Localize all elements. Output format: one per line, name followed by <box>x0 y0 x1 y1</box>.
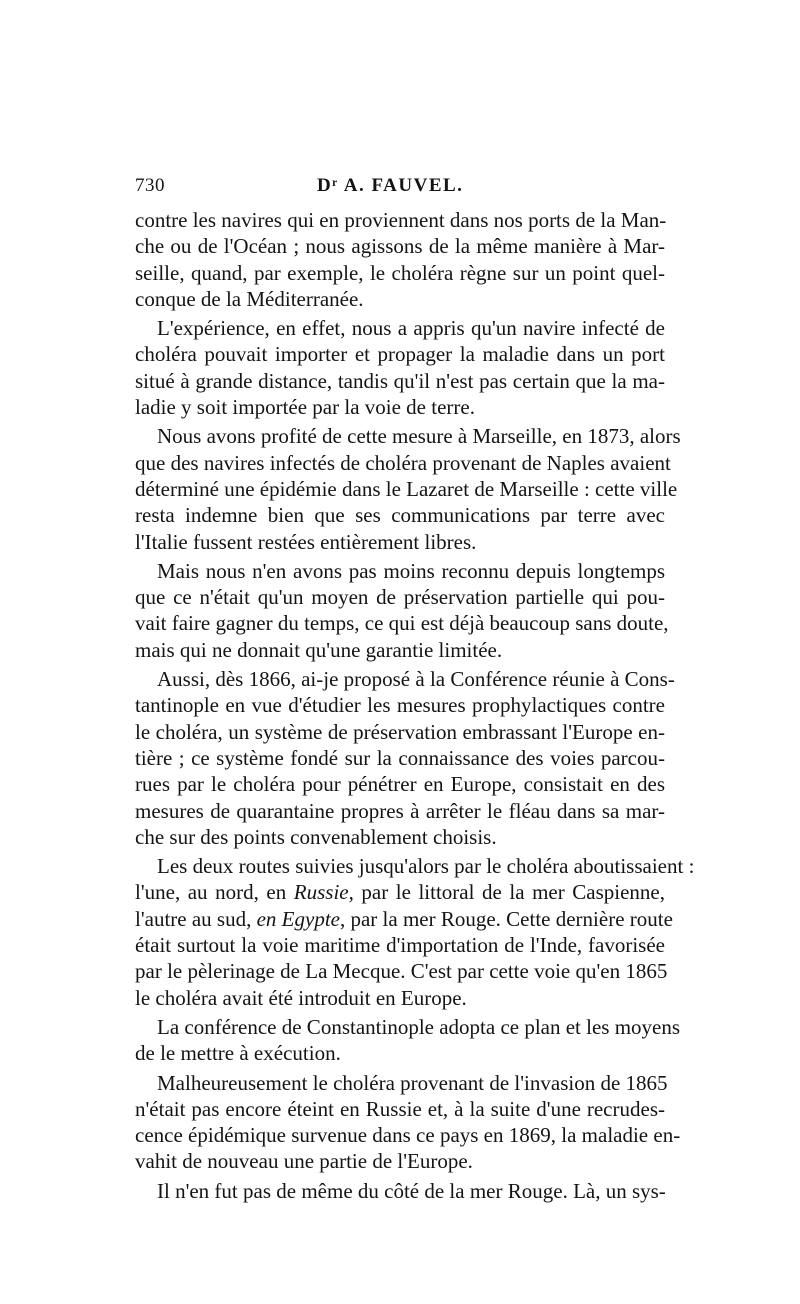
text-line: le choléra, un système de préservation embrassant l'Europe en- <box>135 719 665 744</box>
paragraph <box>135 423 681 554</box>
text-line: l'autre au sud, en Egypte, par la mer Rouge. Cette dernière route <box>135 906 673 931</box>
text-line: l'Italie fussent restées entièrement libres. <box>135 529 477 554</box>
text-line: tière ; ce système fondé sur la connaissance des voies parcou- <box>135 745 665 770</box>
paragraph <box>135 1014 681 1067</box>
text-line: L'expérience, en effet, nous a appris qu'un navire infecté de <box>157 316 665 341</box>
paragraph <box>135 853 695 1011</box>
text-line: Les deux routes suivies jusqu'alors par le choléra aboutissaient : <box>157 854 695 879</box>
text-line: vahit de nouveau une partie de l'Europe. <box>135 1149 473 1174</box>
text-line: par le pèlerinage de La Mecque. C'est par cette voie qu'en 1865 <box>135 959 668 984</box>
text-line: La conférence de Constantinople adopta ce plan et les moyens <box>157 1014 681 1039</box>
paragraph <box>135 315 665 420</box>
text-line: mesures de quarantaine propres à arrêter le fléau dans sa mar- <box>135 798 665 823</box>
text-line: che ou de l'Océan ; nous agissons de la même manière à Mar- <box>135 234 665 259</box>
text-line: choléra pouvait importer et propager la maladie dans un port <box>135 342 665 367</box>
text-line: Malheureusement le choléra provenant de l'invasion de 1865 <box>157 1070 668 1095</box>
text-line: Aussi, dès 1866, ai-je proposé à la Conférence réunie à Cons- <box>157 667 675 692</box>
paragraph <box>135 666 675 850</box>
text-line: que ce n'était qu'un moyen de préservation partielle qui pou- <box>135 585 665 610</box>
text-line: conque de la Méditerranée. <box>135 286 364 311</box>
text-line: le choléra avait été introduit en Europe. <box>135 985 467 1010</box>
italic-text: en Egypte <box>256 906 340 931</box>
text-line: cence épidémique survenue dans ce pays en 1869, la maladie en- <box>135 1123 681 1148</box>
running-head: Dʳ A. FAUVEL. <box>317 175 464 196</box>
text-line: seille, quand, par exemple, le choléra règne sur un point quel- <box>135 260 665 285</box>
text-line: ladie y soit importée par la voie de terre. <box>135 395 475 420</box>
text-line: tantinople en vue d'étudier les mesures prophylactiques contre <box>135 693 665 718</box>
text-line: situé à grande distance, tandis qu'il n'est pas certain que la ma- <box>135 368 665 393</box>
text-line: Mais nous n'en avons pas moins reconnu depuis longtemps <box>157 558 665 583</box>
text-line: que des navires infectés de choléra provenant de Naples avaient <box>135 450 671 475</box>
text-line: Il n'en fut pas de même du côté de la mer Rouge. Là, un sys- <box>157 1178 666 1203</box>
paragraph <box>135 207 665 312</box>
paragraph <box>135 558 669 663</box>
text-line: contre les navires qui en proviennent dans nos ports de la Man- <box>135 208 667 232</box>
italic-text: Russie <box>293 880 349 905</box>
text-line: l'une, au nord, en Russie, par le littoral de la mer Caspienne, <box>135 880 666 905</box>
page-header <box>135 175 665 201</box>
text-line: était surtout la voie maritime d'importation de l'Inde, favorisée <box>135 933 665 958</box>
text-line: rues par le choléra pour pénétrer en Europe, consistait en des <box>135 772 665 797</box>
text-line: Nous avons profité de cette mesure à Marseille, en 1873, alors <box>157 424 681 449</box>
text-line: che sur des points convenablement choisis. <box>135 824 497 849</box>
page-number: 730 <box>135 175 165 196</box>
text-line: déterminé une épidémie dans le Lazaret de Marseille : cette ville <box>135 476 678 501</box>
text-line: vait faire gagner du temps, ce qui est déjà beaucoup sans doute, <box>135 611 669 636</box>
paragraph <box>135 1070 681 1175</box>
text-line: n'était pas encore éteint en Russie et, à la suite d'une recrudes- <box>135 1096 665 1121</box>
body-text <box>135 207 695 1204</box>
paragraph <box>135 1178 665 1204</box>
text-line: resta indemne bien que ses communications par terre avec <box>135 503 665 528</box>
text-line: de le mettre à exécution. <box>135 1041 341 1066</box>
text-line: mais qui ne donnait qu'une garantie limitée. <box>135 637 503 662</box>
